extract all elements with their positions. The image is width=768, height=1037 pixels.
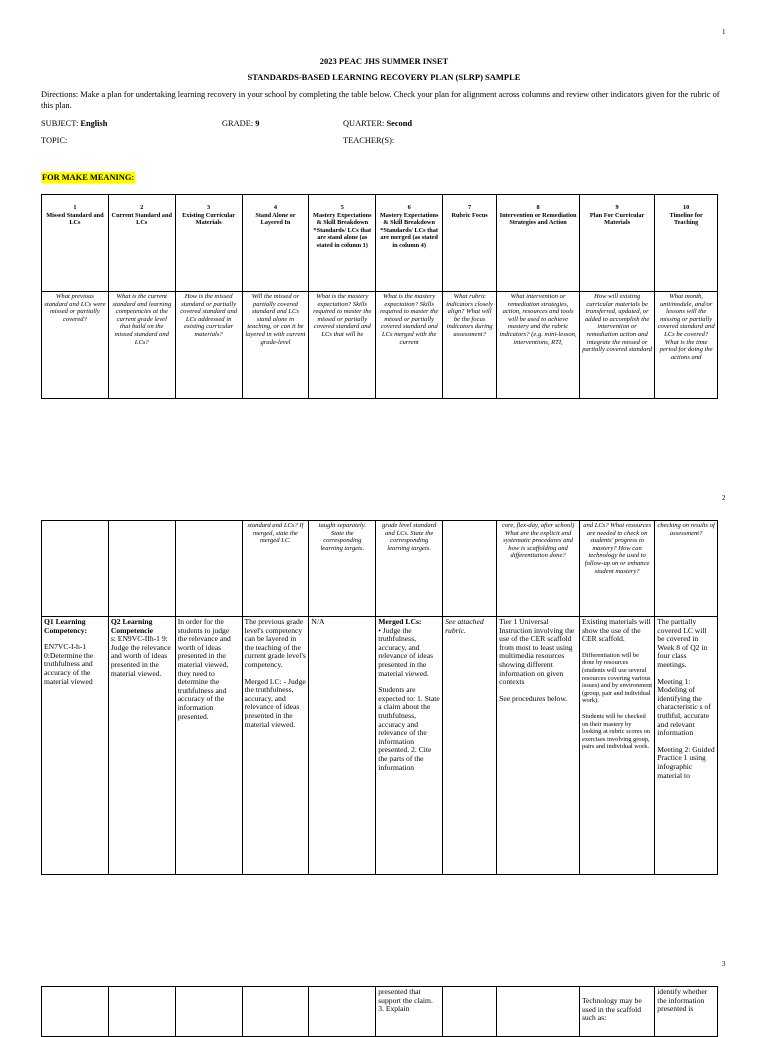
curricular-plan-cell — [579, 617, 654, 875]
timeline-text: The partially covered LC will be covered in Week 8 of Q2 in four class meetings. — [657, 617, 708, 669]
guide-question-cell — [108, 521, 175, 617]
teachers-label: TEACHER(S): — [343, 136, 395, 145]
merged-lc-text: Merged LC: - Judge the truthfulness, accuracy, and relevance of ideas presented in the material viewed. — [244, 676, 306, 729]
guide-question-cell — [42, 521, 109, 617]
guide-question-cell: What previous standard and LCs were missed or partially covered? — [42, 292, 109, 399]
header-cell-6: 6 Mastery Expectations & Skill Breakdown *Standards/ LCs that are merged (as stated in column 4) — [376, 195, 443, 292]
missed-lc-heading: Q1 Learning Competency: — [44, 617, 88, 635]
quarter-field — [343, 119, 412, 128]
current-lc-text: s: EN9VC-IIh-1 9: Judge the relevance and worth of ideas presented in the material viewed. — [110, 634, 171, 678]
slrp-table-page-2 — [41, 520, 718, 875]
header-cell-1: 1 Missed Standard and LCs — [42, 195, 109, 292]
header-cell-10: 10 Timeline for Teaching — [655, 195, 718, 292]
page-number-3: 3 — [722, 960, 726, 968]
grade-field — [222, 119, 259, 128]
differentiation-text: Differentiation will be done by resources (students will use several resources covering various issues) and by environment (group, pair and individual work). — [581, 651, 653, 705]
mastery-check-text: Students will be checked on their mastery by looking at rubric scores on exercises involving group, pairs and individual work. — [581, 712, 651, 751]
topic-label: TOPIC: — [41, 136, 68, 145]
guide-question-cell — [443, 521, 497, 617]
header-cell-8: 8 Intervention or Remediation Strategies and Action — [497, 195, 580, 292]
guide-question-cell: Will the missed or partially covered standard and LCs stand alone in teaching, or can it be layered in with current grade-level — [242, 292, 309, 399]
mastery-merged-cell-continued: presented that support the claim. 3. Explain — [376, 987, 443, 1037]
header-cell-4: 4 Stand Alone or Layered In — [242, 195, 309, 292]
grade-value: 9 — [255, 119, 260, 128]
header-cell-7: 7 Rubric Focus — [443, 195, 497, 292]
missed-lc-cell — [42, 617, 109, 875]
page-number-2: 2 — [722, 494, 726, 502]
see-procedures-text: See procedures below. — [499, 693, 568, 703]
subject-field — [41, 119, 107, 128]
guide-question-cell: How will existing curricular materials be transferred, updated, or added to accomplish the intervention or remediation action and integrate the missed or partially covered standard — [579, 292, 654, 399]
header-cell-2: 2 Current Standard and LCs — [108, 195, 175, 292]
guide-question-cell: and LCs? What resources are needed to check on students' progress to mastery? How can technology be used to follow-up on or enhance student mastery? — [579, 521, 654, 617]
meeting-2-text: Meeting 2: Guided Practice 1 using infographic material to — [657, 744, 715, 780]
directions-text: Directions: Make a plan for undertaking learning recovery in your school by completing the table below. Check your plan for alignment across columns and review other indicators given for the rubric of this plan. — [41, 90, 720, 110]
document-subtitle: STANDARDS-BASED LEARNING RECOVERY PLAN (SLRP) SAMPLE — [247, 72, 521, 82]
header-cell-5: 5 Mastery Expectations & Skill Breakdown *Standards/ LCs that are stand alone (as stated in column 1) — [309, 195, 376, 292]
slrp-table-page-1 — [41, 194, 718, 399]
students-expected-text: Students are expected to: 1. State a claim about the truthfulness, accuracy and relevance of the information presented. 2. Cite the parts of the information — [378, 685, 440, 772]
timeline-cell — [655, 617, 718, 875]
header-cell-3: 3 Existing Curricular Materials — [175, 195, 242, 292]
subject-label: SUBJECT: — [41, 119, 79, 128]
make-meaning-heading: FOR MAKE MEANING: — [42, 173, 135, 182]
guide-question-cell: What rubric indicators closely align? What will be the focus indicators during assessment? — [443, 292, 497, 399]
slrp-table-page-3 — [41, 986, 718, 1037]
stand-alone-layered-cell — [242, 617, 309, 875]
existing-materials-text: Existing materials will show the use of the CER scaffold. — [581, 617, 651, 644]
guide-question-cell: What is the current standard and learning competencies at the current grade level that build on the missed standard and LCs? — [108, 292, 175, 399]
guide-question-cell: standard and LCs? If merged, state the merged LC. — [242, 521, 309, 617]
table-row — [42, 987, 718, 1037]
merged-lcs-heading: Merged LCs: — [378, 617, 422, 626]
guide-question-cell: taught separately. State the corresponding learning targets. — [309, 521, 376, 617]
layered-text: The previous grade level's competency can be layered in the teaching of the current grade level's competency. — [244, 617, 306, 669]
document-title: 2023 PEAC JHS SUMMER INSET — [319, 56, 449, 66]
table-row — [42, 617, 718, 875]
mastery-stand-alone-cell: N/A — [309, 617, 376, 875]
guide-question-cell: What is the mastery expectation? Skills required to master the missed or partially covered standard and LCs that will be — [309, 292, 376, 399]
guide-question-cell: How is the missed standard or partially covered standard and LCs addressed in existing curricular materials? — [175, 292, 242, 399]
current-lc-heading: Q2 Learning Competencie — [110, 617, 154, 635]
rubric-focus-cell: See attached rubric. — [443, 617, 497, 875]
meeting-1-text: Meeting 1: Modeling of identifying the characteristic s of truthful, accurate and relevant information — [657, 676, 711, 738]
timeline-cell-continued: identify whether the information presented is — [655, 987, 718, 1037]
header-cell-9: 9 Plan For Curricular Materials — [579, 195, 654, 292]
missed-lc-text: EN7VC-I-h-1 0:Determine the truthfulness and accuracy of the material viewed — [44, 642, 94, 686]
current-lc-cell — [108, 617, 175, 875]
quarter-value: Second — [386, 119, 413, 128]
curricular-plan-cell-continued: Technology may be used in the scaffold such as: — [579, 987, 654, 1037]
guide-question-cell: checking on results of assessment? — [655, 521, 718, 617]
guide-question-row — [42, 292, 718, 399]
guide-question-row-continued — [42, 521, 718, 617]
table-header-row — [42, 195, 718, 292]
merged-lcs-text: • Judge the truthfulness, accuracy, and relevance of ideas presented in the material viewed. — [378, 625, 434, 678]
mastery-merged-cell — [376, 617, 443, 875]
subject-value: English — [80, 119, 108, 128]
guide-question-cell: core, flex-day, after school) What are the explicit and systematic procedures and how is scaffolding and differentiation done? — [497, 521, 580, 617]
guide-question-cell — [175, 521, 242, 617]
grade-label: GRADE: — [222, 119, 254, 128]
page-number-1: 1 — [722, 28, 726, 36]
intervention-cell — [497, 617, 580, 875]
tier-1-text: Tier 1 Universal Instruction involving the use of the CER scaffold from most to least using multimedia resources showing different information on given contexts — [499, 617, 575, 687]
guide-question-cell: What is the mastery expectation? Skills required to master the missed or partially covered standard and LCs merged with the current — [376, 292, 443, 399]
guide-question-cell: grade level standard and LCs. State the corresponding learning targets. — [376, 521, 443, 617]
quarter-label: QUARTER: — [343, 119, 385, 128]
guide-question-cell: What month, unit/module, and/or lessons will the missing or partially covered standard and LCs be covered? What is the time period for doing the actions and — [655, 292, 718, 399]
existing-materials-cell: In order for the students to judge the relevance and worth of ideas presented in the material viewed, they need to determine the truthfulness and accuracy of the information presented. — [175, 617, 242, 875]
guide-question-cell: What intervention or remediation strategies, action, resources and tools will be used to achieve mastery and the rubric indicators? (e.g. mini-lesson, interventions, RTI, — [497, 292, 580, 399]
